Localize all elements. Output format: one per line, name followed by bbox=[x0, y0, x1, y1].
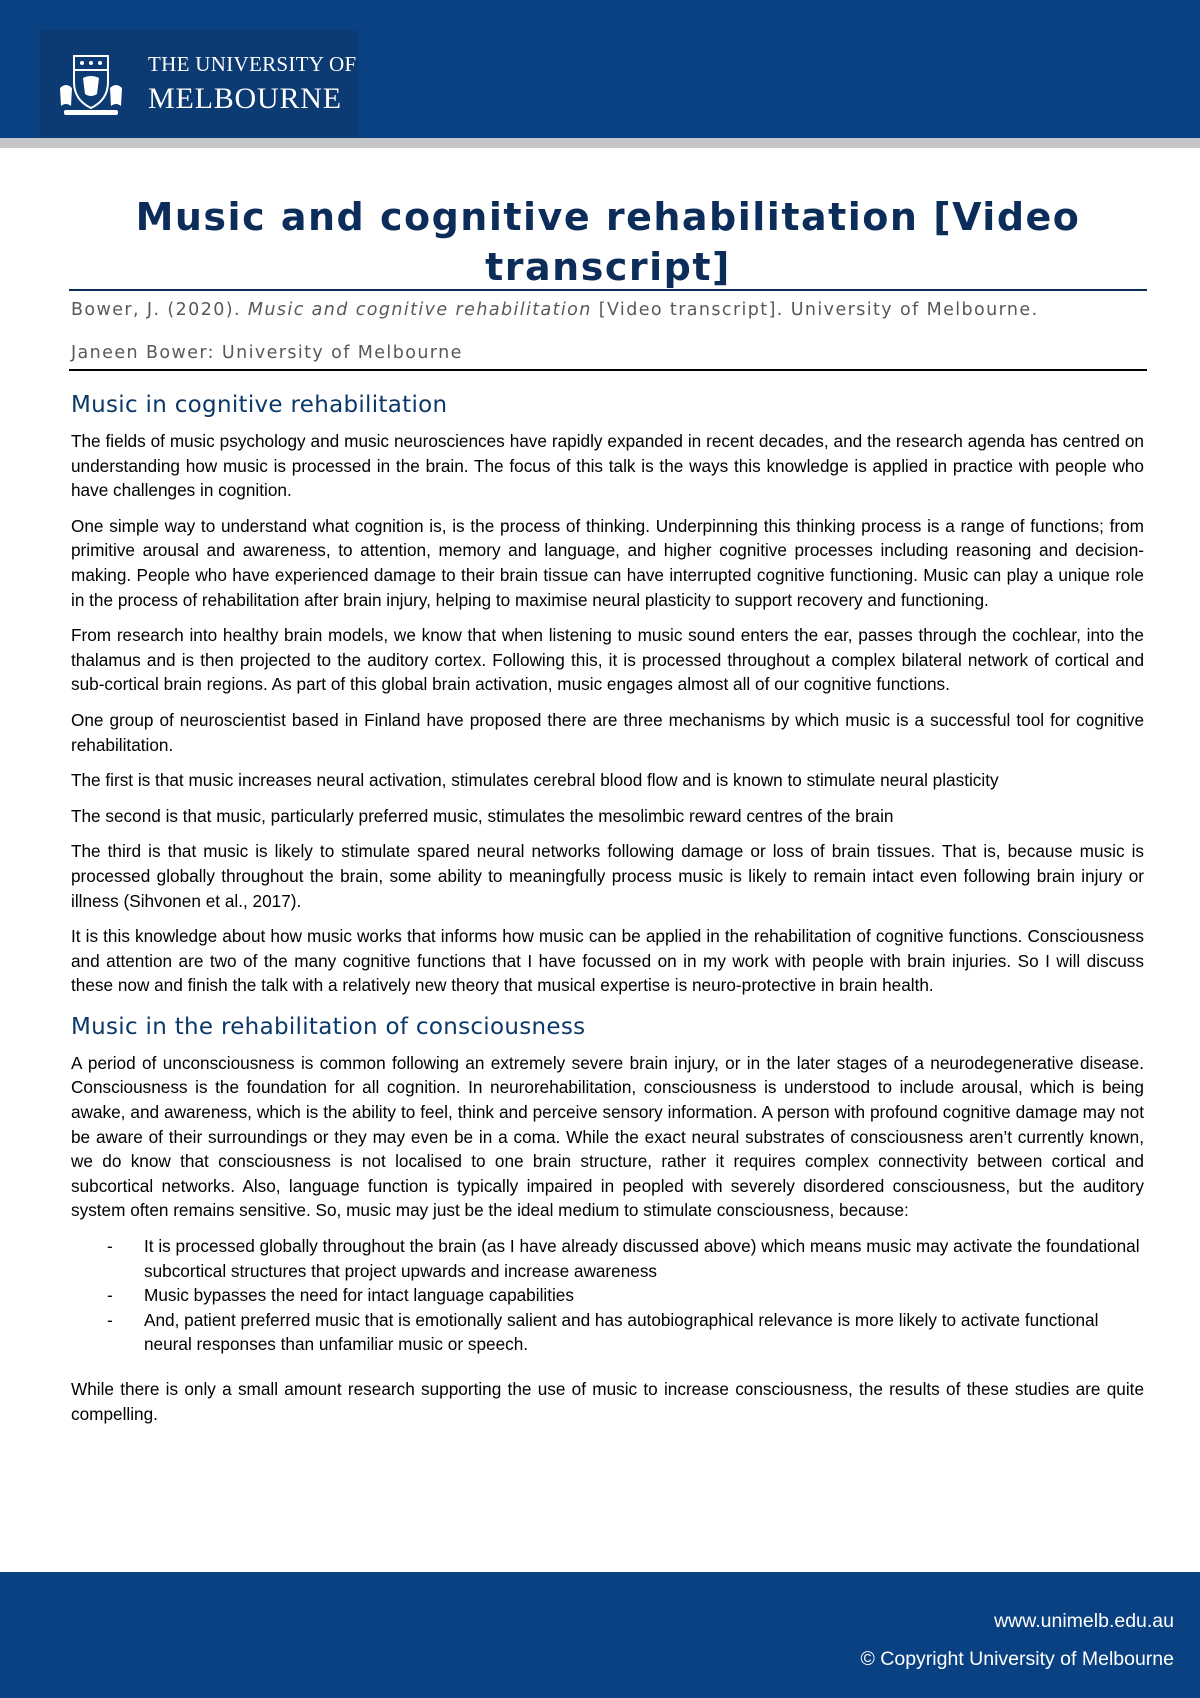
citation-suffix: [Video transcript]. University of Melbourne. bbox=[591, 300, 1039, 320]
section-heading: Music in the rehabilitation of consciousness bbox=[71, 1013, 586, 1040]
paragraph: A period of unconsciousness is common following an extremely severe brain injury, or in the later stages of a neurodegenerative disease. Consciousness is the foundation for all cognition. In neurorehabilitation, consciousness is understood to include arousal, which is being awake, and awareness, which is the ability to feel, think and perceive sensory information. A person with profound cognitive damage may not be aware of their surroundings or they may even be in a coma. While the exact neural substrates of consciousness aren’t currently known, we do know that consciousness is not localised to one brain structure, rather it requires complex connectivity between cortical and subcortical networks. Also, language function is typically impaired in peopled with severely disordered consciousness, but the auditory system often remains sensitive. So, music may just be the ideal medium to stimulate consciousness, because: bbox=[71, 1052, 1144, 1221]
title-rule bbox=[69, 289, 1147, 291]
copyright-notice: © Copyright University of Melbourne bbox=[860, 1648, 1174, 1670]
page-footer bbox=[0, 1572, 1200, 1698]
paragraph: One group of neuroscientist based in Finland have proposed there are three mechanisms by which music is a successful tool for cognitive rehabilitation. bbox=[71, 709, 1144, 755]
paragraph: The second is that music, particularly preferred music, stimulates the mesolimbic reward centres of the brain bbox=[71, 805, 894, 826]
document-title: Music and cognitive rehabilitation [Video transcript] bbox=[135, 195, 1081, 289]
list-item-text: It is processed globally throughout the brain (as I have already discussed above) which means music may activate the foundational subcortical structures that project upwards and increase awareness bbox=[144, 1236, 1140, 1281]
university-logo bbox=[40, 30, 358, 138]
list-item-text: And, patient preferred music that is emotionally salient and has autobiographical relevance is more likely to activate functional neural responses than unfamiliar music or speech. bbox=[144, 1309, 1099, 1355]
document-body bbox=[71, 390, 1144, 1437]
bullet-marker: - bbox=[107, 1309, 113, 1330]
logo-text-line2: MELBOURNE bbox=[148, 82, 342, 115]
paragraph: One simple way to understand what cognition is, is the process of thinking. Underpinning this thinking process is a range of functions; from primitive arousal and awareness, to attention, memory and language, and higher cognitive processes including reasoning and decision-making. People who have experienced damage to their brain tissue can have interrupted cognitive functioning. Music can play a unique role in the process of rehabilitation after brain injury, helping to maximise neural plasticity to support recovery and functioning. bbox=[71, 515, 1144, 610]
author-line: Janeen Bower: University of Melbourne bbox=[71, 343, 463, 363]
paragraph: The fields of music psychology and music neurosciences have rapidly expanded in recent decades, and the research agenda has centred on understanding how music is processed in the brain. The focus of this talk is the ways this knowledge is applied in practice with people who have challenges in cognition. bbox=[71, 431, 1144, 501]
citation bbox=[71, 300, 1147, 320]
list-item-text: Music bypasses the need for intact language capabilities bbox=[144, 1285, 574, 1306]
paragraph: It is this knowledge about how music works that informs how music can be applied in the rehabilitation of cognitive functions. Consciousness and attention are two of the many cognitive functions that I have focussed on in my work with people with brain injuries. So I will discuss these now and finish the talk with a relatively new theory that musical expertise is neuro-protective in brain health. bbox=[71, 926, 1144, 996]
citation-prefix: Bower, J. (2020). bbox=[71, 300, 248, 320]
paragraph: The third is that music is likely to stimulate spared neural networks following damage or loss of brain tissues. That is, because music is processed globally throughout the brain, some ability to meaningfully process music is likely to remain intact even following brain injury or illness (Sihvonen et al., 2017). bbox=[71, 841, 1144, 911]
paragraph: The first is that music increases neural activation, stimulates cerebral blood flow and is known to stimulate neural plasticity bbox=[71, 770, 999, 791]
author-rule bbox=[69, 369, 1147, 371]
paragraph: While there is only a small amount research supporting the use of music to increase consciousness, the results of these studies are quite compelling. bbox=[71, 1379, 1144, 1424]
bullet-marker: - bbox=[107, 1285, 113, 1306]
paragraph: From research into healthy brain models, we know that when listening to music sound enters the ear, passes through the cochlear, into the thalamus and is then projected to the auditory cortex. Following this, it is processed throughout a complex bilateral network of cortical and sub-cortical brain regions. As part of this global brain activation, music engages almost all of our cognitive functions. bbox=[71, 625, 1144, 695]
page-header bbox=[0, 0, 1200, 138]
header-stripe bbox=[0, 138, 1200, 148]
list-item bbox=[71, 1283, 1144, 1308]
bullet-list bbox=[71, 1234, 1144, 1357]
university-crest-icon bbox=[58, 48, 124, 118]
logo-text-line1: THE UNIVERSITY OF bbox=[148, 52, 357, 76]
list-item bbox=[71, 1234, 1144, 1283]
citation-title: Music and cognitive rehabilitation bbox=[247, 300, 592, 320]
section-heading: Music in cognitive rehabilitation bbox=[71, 392, 448, 418]
list-item bbox=[71, 1308, 1144, 1357]
website-link[interactable]: www.unimelb.edu.au bbox=[994, 1610, 1174, 1632]
bullet-marker: - bbox=[107, 1236, 113, 1257]
